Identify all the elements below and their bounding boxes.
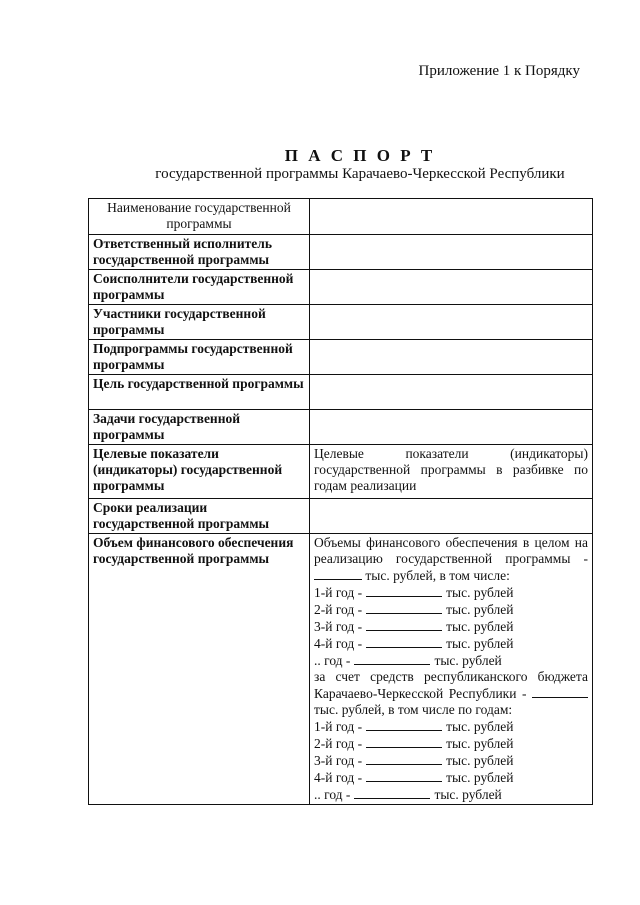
document-title: П А С П О Р Т <box>284 146 436 165</box>
table-row <box>89 499 593 534</box>
funding-year-unit: тыс. рублей <box>434 653 502 668</box>
blank-line <box>532 685 588 698</box>
blank-line <box>366 584 442 597</box>
row-value-coexecutors <box>310 270 593 305</box>
funding-year-label: .. год - <box>314 653 351 668</box>
funding-year-label: 3-й год - <box>314 753 363 768</box>
row-label-name: Наименование государственной программы <box>89 199 310 235</box>
blank-line <box>366 735 442 748</box>
funding-year-unit: тыс. рублей <box>446 770 514 785</box>
funding-year-line <box>314 752 588 769</box>
table-row <box>89 235 593 270</box>
blank-line <box>366 718 442 731</box>
funding-year-line <box>314 635 588 652</box>
funding-year-unit: тыс. рублей <box>446 585 514 600</box>
funding-budget-tail: тыс. рублей, в том числе по годам: <box>314 702 513 717</box>
funding-year-line <box>314 769 588 786</box>
row-label-indicators: Целевые показатели (индикаторы) государственной программы <box>89 445 310 499</box>
blank-line <box>366 635 442 648</box>
funding-year-label: 4-й год - <box>314 636 363 651</box>
passport-table <box>88 198 593 805</box>
table-row <box>89 305 593 340</box>
row-value-terms <box>310 499 593 534</box>
blank-line <box>314 567 362 580</box>
funding-year-label: 2-й год - <box>314 736 363 751</box>
funding-year-line <box>314 652 588 669</box>
table-row <box>89 375 593 410</box>
table-row <box>89 410 593 445</box>
table-row <box>89 270 593 305</box>
document-subtitle: государственной программы Карачаево-Черкесской Республики <box>155 166 565 182</box>
row-label-funding: Объем финансового обеспечения государственной программы <box>89 534 310 805</box>
funding-year-line <box>314 601 588 618</box>
row-value-responsible <box>310 235 593 270</box>
row-value-subprograms <box>310 340 593 375</box>
blank-line <box>366 601 442 614</box>
blank-line <box>366 618 442 631</box>
row-value-indicators: Целевые показатели (индикаторы) государственной программы в разбивке по годам реализации <box>310 445 593 499</box>
row-label-goal: Цель государственной программы <box>89 375 310 410</box>
funding-year-label: 1-й год - <box>314 719 363 734</box>
blank-line <box>354 652 430 665</box>
funding-year-line <box>314 584 588 601</box>
blank-line <box>354 786 430 799</box>
row-value-goal <box>310 375 593 410</box>
row-value-participants <box>310 305 593 340</box>
funding-budget-intro: за счет средств республиканского бюджета Карачаево-Черкесской Республики - <box>314 669 588 701</box>
blank-line <box>366 752 442 765</box>
table-row <box>89 199 593 235</box>
row-label-subprograms: Подпрограммы государственной программы <box>89 340 310 375</box>
row-label-terms: Сроки реализации государственной программы <box>89 499 310 534</box>
funding-year-unit: тыс. рублей <box>446 602 514 617</box>
funding-year-label: 4-й год - <box>314 770 363 785</box>
row-label-tasks: Задачи государственной программы <box>89 410 310 445</box>
funding-year-line <box>314 718 588 735</box>
funding-year-unit: тыс. рублей <box>446 636 514 651</box>
funding-year-line <box>314 786 588 803</box>
funding-year-unit: тыс. рублей <box>434 787 502 802</box>
table-row <box>89 340 593 375</box>
funding-intro-tail: тыс. рублей, в том числе: <box>365 568 510 583</box>
funding-year-label: 1-й год - <box>314 585 363 600</box>
row-label-coexecutors: Соисполнители государственной программы <box>89 270 310 305</box>
funding-year-label: 2-й год - <box>314 602 363 617</box>
funding-year-line <box>314 735 588 752</box>
row-label-participants: Участники государственной программы <box>89 305 310 340</box>
row-value-name <box>310 199 593 235</box>
row-label-responsible: Ответственный исполнитель государственной программы <box>89 235 310 270</box>
table-row <box>89 445 593 499</box>
blank-line <box>366 769 442 782</box>
funding-year-unit: тыс. рублей <box>446 753 514 768</box>
table-row <box>89 534 593 805</box>
funding-year-line <box>314 618 588 635</box>
funding-year-unit: тыс. рублей <box>446 619 514 634</box>
row-value-tasks <box>310 410 593 445</box>
funding-budget-years-list <box>314 718 588 803</box>
funding-year-unit: тыс. рублей <box>446 736 514 751</box>
funding-year-unit: тыс. рублей <box>446 719 514 734</box>
funding-years-list <box>314 584 588 669</box>
funding-year-label: 3-й год - <box>314 619 363 634</box>
funding-year-label: .. год - <box>314 787 351 802</box>
row-value-funding <box>310 534 593 805</box>
annex-reference: Приложение 1 к Порядку <box>418 63 580 79</box>
funding-intro: Объемы финансового обеспечения в целом на реализацию государственной программы - <box>314 535 588 566</box>
